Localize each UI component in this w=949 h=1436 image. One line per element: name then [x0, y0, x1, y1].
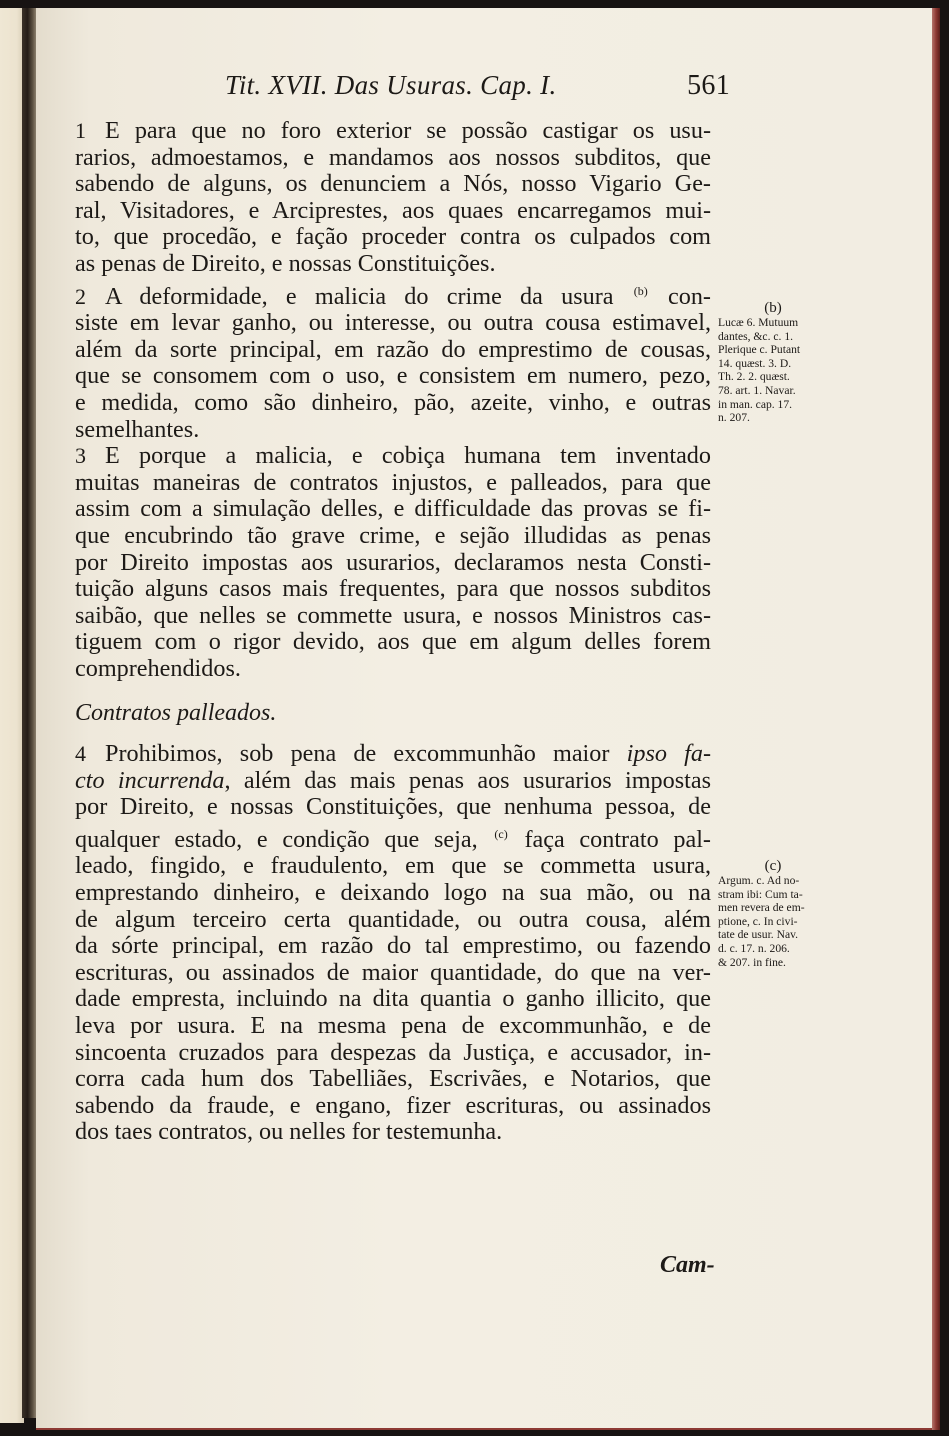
paragraph-number: 4: [75, 741, 86, 767]
page-number: 561: [687, 70, 730, 101]
main-text: [75, 118, 711, 1146]
text-line: rarios, admoestamos, e mandamos aos nossos subditos, que: [75, 143, 711, 171]
text-line: escrituras, ou assinados de maior quantidade, do que na ver-: [75, 958, 711, 986]
text-line: por Direito, e nossas Constituições, que nenhuma pessoa, de: [75, 793, 711, 821]
text-line: to, que procedão, e fação proceder contra os culpados com: [75, 223, 711, 251]
text-line: dade empresta, incluindo na dita quantia o ganho illicito, que: [75, 985, 711, 1013]
red-page-edge: [932, 8, 940, 1430]
text-line: leva por usura. E na mesma pena de excommunhão, e de: [75, 1012, 711, 1039]
margin-note-line: & 207. in fine.: [718, 955, 786, 969]
paragraph-3: [75, 443, 711, 682]
text-line: qualquer estado, e condição que seja, $^{(c)}$ faça contrato pal-: [75, 825, 711, 853]
text-line: corra cada hum dos Tabelliães, Escrivães, e Notarios, que: [75, 1065, 711, 1093]
margin-note-line: men revera de em-: [718, 901, 805, 915]
text-line: que se consomem com o uso, e consistem em numero, pezo,: [75, 362, 711, 390]
margin-note-line: Argum. c. Ad no-: [718, 874, 800, 887]
text-run: , além das mais penas aos usurarios impostas: [224, 766, 711, 794]
paragraph-4-lines: [75, 794, 711, 1146]
margin-note-line: dantes, &c. c. 1.: [718, 329, 794, 343]
running-header: [225, 70, 730, 101]
text-line: muitas maneiras de contratos injustos, e palleados, para que: [75, 468, 711, 496]
text-line: ral, Visitadores, e Arciprestes, aos quaes encarregamos mui-: [75, 196, 711, 224]
italic-run: ipso fa-: [626, 740, 711, 768]
text-run: Prohibimos, sob pena de excommunhão maior: [105, 740, 627, 768]
margin-note-mark: (b): [764, 300, 782, 316]
paragraph-4-line-1: [75, 741, 711, 768]
text-line: saibão, que nelles se commette usura, e nossos Ministros cas-: [75, 601, 711, 629]
margin-note-line: n. 207.: [718, 411, 750, 425]
text-line: sabendo de alguns, os denunciem a Nós, nosso Vigario Ge-: [75, 170, 711, 198]
italic-run: cto incurrenda: [75, 766, 225, 794]
text-line: além da sorte principal, em razão do emprestimo de cousas,: [75, 335, 711, 363]
margin-note-line: d. c. 17. n. 206.: [718, 941, 790, 955]
text-line: 2 A deformidade, e malicia do crime da usura $^{(b)}$ con-: [75, 282, 711, 310]
facing-page-edge: [0, 8, 24, 1423]
text-line: emprestando dinheiro, e deixando logo na sua mão, ou na: [75, 879, 711, 907]
paragraph-4: [75, 741, 711, 1146]
text-line: sabendo da fraude, e engano, fizer escrituras, ou assinados: [75, 1091, 711, 1119]
text-line: as penas de Direito, e nossas Constituições.: [75, 249, 496, 277]
margin-note-line: ptione, c. In civi-: [718, 914, 798, 928]
margin-note-line: tate de usur. Nav.: [718, 928, 799, 942]
text-line: que encubrindo tão grave crime, e sejão illudidas as penas: [75, 521, 711, 549]
margin-note-b: [718, 300, 828, 425]
margin-note-line: Th. 2. 2. quæst.: [718, 370, 790, 384]
footnote-marker-c: (c): [494, 826, 508, 841]
paragraph-number: 2: [75, 283, 86, 309]
text-line: tuição alguns casos mais frequentes, para que nossos subditos: [75, 575, 711, 603]
text-line: dos taes contratos, ou nelles for testemunha.: [75, 1118, 503, 1146]
text-line: por Direito impostas aos usurarios, declaramos nesta Consti-: [75, 548, 711, 576]
running-title: Tit. XVII. Das Usuras. Cap. I.: [225, 70, 557, 100]
paragraphs-1-3: [75, 118, 711, 682]
text-line: comprehendidos.: [75, 654, 241, 682]
margin-note-line: 14. quæst. 3. D.: [718, 356, 792, 370]
paragraph-number: 3: [75, 443, 86, 469]
text-line: assim com a simulação delles, e difficuldade das provas se fi-: [75, 495, 711, 523]
margin-note-line: in man. cap. 17.: [718, 397, 793, 411]
paragraph-2: [75, 278, 711, 444]
margin-note-line: Plerique c. Putant: [718, 343, 801, 357]
text-line: 3 E porque a malicia, e cobiça humana tem inventado: [75, 442, 711, 470]
text-line: leado, fingido, e fraudulento, em que se commetta usura,: [75, 852, 711, 880]
catchword: Cam-: [660, 1252, 715, 1278]
paragraph-4-line-2: [75, 768, 711, 795]
text-line: 1 E para que no foro exterior se possão castigar os usu-: [75, 117, 711, 144]
margin-note-line: 78. art. 1. Navar.: [718, 383, 796, 397]
margin-note-line: stram ibi: Cum ta-: [718, 887, 803, 901]
footnote-marker-b: (b): [633, 283, 648, 298]
text-line: da sórte principal, em razão do tal emprestimo, ou fazendo: [75, 932, 711, 960]
margin-note-line: Lucæ 6. Mutuum: [718, 316, 799, 329]
text-line: semelhantes.: [75, 415, 200, 443]
paragraph-number: 1: [75, 118, 86, 143]
text-line: siste em levar ganho, ou interesse, ou outra cousa estimavel,: [75, 309, 711, 337]
paragraph-1: [75, 118, 711, 278]
margin-note-mark: (c): [764, 858, 782, 874]
text-line: tiguem com o rigor devido, aos que em algum delles forem: [75, 628, 711, 656]
text-line: sincoenta cruzados para despezas da Justiça, e accusador, in-: [75, 1038, 711, 1066]
text-line: e medida, como são dinheiro, pão, azeite, vinho, e outras: [75, 388, 711, 416]
margin-note-c: [718, 858, 828, 969]
text-line: de algum terceiro certa quantidade, ou outra cousa, além: [75, 905, 711, 933]
section-title: Contratos palleados.: [75, 700, 277, 727]
book-gutter: [22, 8, 36, 1418]
